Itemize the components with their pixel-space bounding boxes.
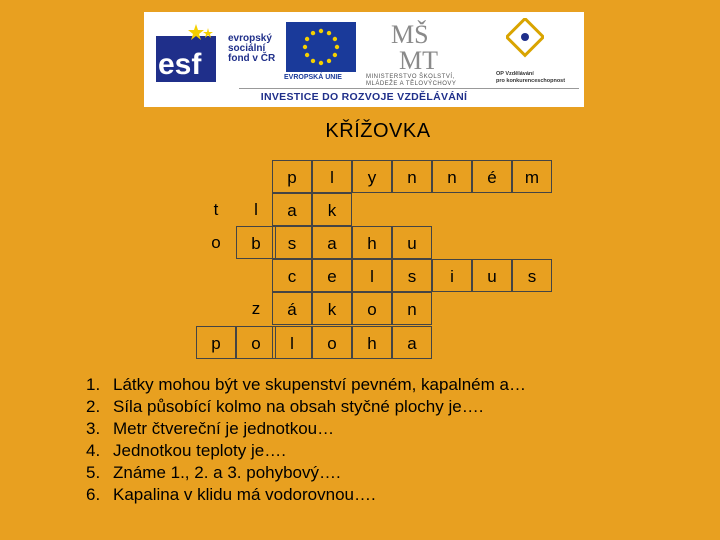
crossword-cell [236,326,276,359]
crossword-cell [392,259,432,292]
msmt-logo-icon [389,17,459,73]
clue-number: 6. [86,485,101,504]
crossword-cell [272,326,312,359]
crossword-cell [392,326,432,359]
esf-logo-icon [156,22,218,82]
crossword-cell [512,259,552,292]
crossword-cell [272,193,312,226]
crossword-letter: o [251,334,261,353]
crossword-letter: m [524,168,540,187]
crossword-letter: e [327,267,337,286]
crossword-letter: o [367,300,377,319]
crossword-letter: t [213,200,219,219]
crossword-cell [352,292,392,325]
banner-footer: INVESTICE DO ROZVOJE VZDĚLÁVÁNÍ [260,91,468,103]
op-logo-icon [506,18,544,70]
crossword-letter: n [407,168,417,187]
crossword-cell [196,326,236,359]
crossword-cell [196,226,236,259]
crossword-letter: é [487,168,497,187]
clue-text: Síla působící kolmo na obsah styčné plochy je…. [113,397,484,416]
crossword-letter: p [211,334,221,353]
crossword-letter: c [287,267,297,286]
crossword-cell [352,226,392,259]
crossword-cell [352,259,392,292]
clue-number: 4. [86,441,101,460]
crossword-cell [472,160,512,193]
crossword-letter: i [450,267,454,286]
crossword-letter: s [287,234,297,253]
crossword-letter: u [487,267,497,286]
crossword-letter: n [407,300,417,319]
eu-label: EVROPSKÁ UNIE [284,74,342,81]
crossword-cell [352,160,392,193]
project-logo-banner [144,12,584,107]
clue-item [86,484,526,506]
crossword-letter: l [370,267,374,286]
crossword-letter: k [327,201,337,220]
crossword-letter: b [251,234,261,253]
crossword-cell [352,326,392,359]
crossword-letter: a [287,201,297,220]
clue-item [86,396,526,418]
crossword-letter: p [287,168,297,187]
clue-item [86,374,526,396]
crossword-letter: s [527,267,537,286]
crossword-cell [392,292,432,325]
clue-text: Kapalina v klidu má vodorovnou…. [113,485,376,504]
msmt-text: MINISTERSTVO ŠKOLSTVÍ, MLÁDEŽE A TĚLOVÝCHOVY [366,74,457,87]
crossword-letter: n [447,168,457,187]
crossword-cell [392,226,432,259]
crossword-cell [272,226,312,259]
crossword-cell [272,259,312,292]
clue-text: Látky mohou být ve skupenství pevném, kapalném a… [113,375,526,394]
clue-text: Jednotkou teploty je…. [113,441,286,460]
crossword-cell [196,193,236,226]
crossword-letter: u [407,234,417,253]
clue-number: 1. [86,375,101,394]
crossword-cell [472,259,512,292]
crossword-cell [432,259,472,292]
crossword-letter: a [327,234,337,253]
op-text: OP Vzdělávání pro konkurenceschopnost [496,71,566,84]
crossword-cell [312,292,352,325]
crossword-cell [272,292,312,325]
crossword-letter: h [367,234,377,253]
crossword-cell [312,326,352,359]
crossword-letter: z [251,299,261,318]
clue-text: Známe 1., 2. a 3. pohybový…. [113,463,341,482]
crossword-cell [512,160,552,193]
crossword-cell [236,226,276,259]
crossword-cell [312,160,352,193]
svg-text:esf: esf [158,48,202,81]
svg-text:MŠ: MŠ [391,20,429,49]
clue-item [86,440,526,462]
crossword-letter: o [211,233,221,252]
crossword-letter: s [407,267,417,286]
clue-number: 2. [86,397,101,416]
crossword-letter: á [287,300,297,319]
clue-text: Metr čtvereční je jednotkou… [113,419,335,438]
crossword-cell [236,292,276,325]
crossword-letter: l [330,168,334,187]
banner-divider [239,88,579,89]
esf-text: evropský sociální fond v ČR [228,33,276,64]
crossword-letter: a [407,334,417,353]
crossword-cell [312,259,352,292]
crossword-letter: k [327,300,337,319]
clue-item [86,418,526,440]
crossword-letter: h [367,334,377,353]
clue-list [86,374,526,506]
crossword-letter: y [367,168,377,187]
svg-text:MT: MT [399,46,438,73]
crossword-letter: l [290,334,294,353]
crossword-cell [392,160,432,193]
crossword-letter: l [254,200,258,219]
crossword-cell [272,160,312,193]
page-title: KŘÍŽOVKA [325,120,431,142]
crossword-cell [312,193,352,226]
clue-number: 3. [86,419,101,438]
crossword-cell [236,193,276,226]
clue-number: 5. [86,463,101,482]
crossword-cell [312,226,352,259]
crossword-cell [432,160,472,193]
crossword-letter: o [327,334,337,353]
clue-item [86,462,526,484]
eu-flag-icon [286,22,356,72]
